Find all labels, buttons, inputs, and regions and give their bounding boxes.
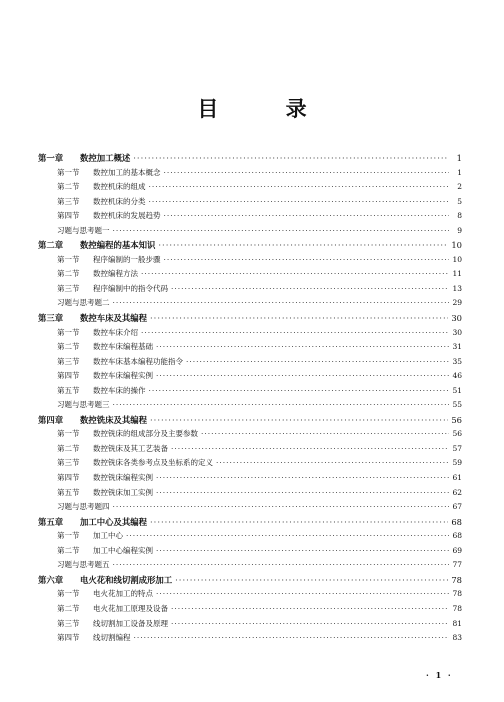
- toc-entry-section[interactable]: [38, 254, 462, 269]
- dot-leader: [141, 269, 449, 278]
- toc-entry-number: 第三节: [57, 618, 80, 628]
- toc-entry-page: 29: [452, 298, 462, 308]
- toc-entry-title: 习题与思考题一: [57, 225, 110, 235]
- toc-entry-page: 10: [452, 254, 462, 264]
- toc-entry-number: 第二节: [57, 443, 80, 453]
- dot-leader: [171, 284, 449, 293]
- toc-entry-section[interactable]: [38, 356, 462, 371]
- toc-entry-exercise[interactable]: [38, 297, 462, 312]
- toc-entry-page: 30: [452, 327, 462, 337]
- toc-entry-number: 第四章: [38, 414, 64, 425]
- toc-entry-page: 56: [452, 429, 462, 439]
- toc-entry-section[interactable]: [38, 268, 462, 283]
- dot-leader: [171, 444, 449, 453]
- toc-entry-page: 68: [452, 531, 462, 541]
- toc-entry-section[interactable]: [38, 472, 462, 487]
- toc-entry-number: 第五章: [38, 516, 64, 527]
- toc-entry-section[interactable]: [38, 530, 462, 545]
- dot-leader: [113, 226, 450, 235]
- toc-entry-title: 加工中心: [93, 531, 123, 541]
- page-title: 目 录: [197, 97, 337, 121]
- toc-entry-number: 第二节: [57, 342, 80, 352]
- toc-entry-title: 数控车床的操作: [93, 385, 146, 395]
- toc-entry-number: 第四节: [57, 371, 80, 381]
- dot-leader: [164, 211, 450, 220]
- toc-entry-number: 第三节: [57, 356, 80, 366]
- toc-entry-page: 59: [452, 458, 462, 468]
- toc-entry-number: 第一节: [57, 531, 80, 541]
- toc-entry-page: 1: [457, 167, 462, 177]
- toc-entry-title: 加工中心及其编程: [80, 516, 147, 527]
- toc-entry-page: 2: [457, 182, 462, 192]
- toc-entry-page: 9: [457, 225, 462, 235]
- toc-entry-page: 78: [452, 603, 462, 613]
- toc-entry-title: 程序编制中的指令代码: [93, 283, 168, 293]
- toc-entry-page: 51: [452, 385, 462, 395]
- toc-entry-section[interactable]: [38, 283, 462, 298]
- dot-leader: [126, 531, 449, 540]
- toc-entry-title: 数控机床的分类: [93, 196, 146, 206]
- toc-entry-page: 11: [452, 269, 462, 279]
- toc-entry-title: 程序编制的一般步骤: [93, 254, 161, 264]
- toc-entry-title: 数控铣床及其工艺装备: [93, 443, 168, 453]
- dot-leader: [158, 240, 448, 250]
- toc-entry-number: 第五节: [57, 385, 80, 395]
- toc-entry-number: 第一章: [38, 153, 64, 163]
- toc-entry-title: 数控车床及其编程: [80, 313, 147, 324]
- dot-leader: [113, 298, 450, 307]
- toc-entry-title: 加工中心编程实例: [93, 545, 153, 555]
- toc-entry-page: 61: [452, 473, 462, 483]
- toc-entry-number: 第四节: [57, 473, 80, 483]
- toc-entry-title: 数控加工概述: [80, 153, 131, 163]
- toc-entry-section[interactable]: [38, 210, 462, 225]
- toc-entry-section[interactable]: [38, 167, 462, 182]
- toc-entry-chapter[interactable]: [38, 239, 462, 254]
- dot-leader: [201, 429, 449, 438]
- toc-entry-chapter[interactable]: [38, 152, 462, 167]
- dot-leader: [156, 589, 449, 598]
- toc-entry-title: 习题与思考题四: [57, 502, 110, 512]
- toc-entry-section[interactable]: [38, 632, 462, 647]
- toc-entry-number: 第六章: [38, 574, 64, 585]
- toc-entry-page: 68: [451, 516, 462, 527]
- dot-leader: [149, 182, 450, 191]
- dot-leader: [133, 153, 449, 163]
- toc-entry-page: 78: [451, 574, 462, 585]
- toc-entry-page: 13: [452, 283, 462, 293]
- dot-leader: [150, 415, 448, 425]
- dot-leader: [171, 619, 449, 628]
- toc-entry-page: 10: [451, 240, 462, 251]
- toc-entry-title: 数控铣床编程实例: [93, 473, 153, 483]
- toc-entry-title: 数控机床的组成: [93, 182, 146, 192]
- toc-entry-chapter[interactable]: [38, 414, 462, 429]
- dot-leader: [149, 386, 450, 395]
- toc-entry-section[interactable]: [38, 341, 462, 356]
- toc-entry-page: 77: [452, 560, 462, 570]
- toc-entry-number: 第一节: [57, 589, 80, 599]
- toc-entry-number: 第二节: [57, 603, 80, 613]
- dot-leader: [150, 313, 448, 323]
- toc-entry-title: 数控车床基本编程功能指令: [93, 356, 183, 366]
- toc-entry-title: 数控编程的基本知识: [80, 240, 156, 251]
- toc-entry-number: 第三节: [57, 196, 80, 206]
- dot-leader: [149, 197, 450, 206]
- toc-entry-title: 数控车床介绍: [93, 327, 138, 337]
- toc-entry-number: 第三节: [57, 283, 80, 293]
- toc-entry-number: 第一节: [57, 327, 80, 337]
- toc-entry-title: 数控铣床各类参考点及坐标系的定义: [93, 458, 213, 468]
- page-number: · 1 ·: [426, 670, 453, 680]
- toc-entry-section[interactable]: [38, 545, 462, 560]
- toc-entry-number: 第五节: [57, 487, 80, 497]
- toc-entry-page: 62: [452, 487, 462, 497]
- toc-entry-title: 数控铣床加工实例: [93, 487, 153, 497]
- toc-entry-chapter[interactable]: [38, 516, 462, 531]
- toc-entry-page: 83: [452, 633, 462, 643]
- toc-entry-title: 线切割加工设备及原理: [93, 618, 168, 628]
- dot-leader: [113, 560, 450, 569]
- toc-entry-section[interactable]: [38, 428, 462, 443]
- toc-entry-section[interactable]: [38, 181, 462, 196]
- toc-entry-number: 第一节: [57, 254, 80, 264]
- toc-entry-number: 第三章: [38, 313, 64, 324]
- toc-entry-title: 习题与思考题二: [57, 298, 110, 308]
- toc-entry-title: 数控铣床及其编程: [80, 414, 147, 425]
- toc-entry-title: 习题与思考题三: [57, 400, 110, 410]
- dot-leader: [156, 342, 449, 351]
- toc-entry-page: 1: [456, 153, 462, 163]
- dot-leader: [164, 255, 450, 264]
- toc-entry-section[interactable]: [38, 618, 462, 633]
- toc-entry-page: 5: [457, 196, 462, 206]
- dot-leader: [156, 473, 449, 482]
- dot-leader: [171, 604, 449, 613]
- dot-leader: [175, 575, 448, 585]
- toc-entry-number: 第二节: [57, 545, 80, 555]
- dot-leader: [164, 168, 450, 177]
- toc-entry-number: 第一节: [57, 429, 80, 439]
- toc-entry-page: 55: [452, 400, 462, 410]
- toc-entry-title: 电火花加工原理及设备: [93, 603, 168, 613]
- toc-entry-page: 81: [452, 618, 462, 628]
- toc-entry-page: 57: [452, 443, 462, 453]
- toc-entry-number: 第四节: [57, 211, 80, 221]
- toc-entry-title: 数控车床编程基础: [93, 342, 153, 352]
- toc-entry-number: 第一节: [57, 167, 80, 177]
- toc-entry-title: 电火花加工的特点: [93, 589, 153, 599]
- toc-entry-page: 31: [452, 342, 462, 352]
- toc-entry-number: 第二章: [38, 240, 64, 251]
- toc-entry-chapter[interactable]: [38, 574, 462, 589]
- toc-entry-title: 数控编程方法: [93, 269, 138, 279]
- toc-entry-page: 78: [452, 589, 462, 599]
- dot-leader: [216, 458, 449, 467]
- toc-entry-section[interactable]: [38, 370, 462, 385]
- toc-entry-title: 数控车床编程实例: [93, 371, 153, 381]
- toc-entry-page: 67: [452, 502, 462, 512]
- toc-entry-title: 习题与思考题五: [57, 560, 110, 570]
- toc-entry-section[interactable]: [38, 603, 462, 618]
- dot-leader: [156, 371, 449, 380]
- toc-entry-title: 电火花和线切割成形加工: [80, 574, 173, 585]
- toc-entry-section[interactable]: [38, 487, 462, 502]
- toc-entry-exercise[interactable]: [38, 399, 462, 414]
- dot-leader: [186, 357, 449, 366]
- toc-entry-page: 69: [452, 545, 462, 555]
- toc-entry-page: 56: [451, 414, 462, 425]
- toc-entry-title: 数控铣床的组成部分及主要参数: [93, 429, 198, 439]
- toc-entry-section[interactable]: [38, 457, 462, 472]
- toc-entry-exercise[interactable]: [38, 559, 462, 574]
- toc-entry-section[interactable]: [38, 443, 462, 458]
- toc-entry-section[interactable]: [38, 588, 462, 603]
- toc-entry-number: 第二节: [57, 269, 80, 279]
- toc-entry-section[interactable]: [38, 385, 462, 400]
- toc-entry-exercise[interactable]: [38, 225, 462, 240]
- toc-entry-page: 46: [452, 371, 462, 381]
- toc-entry-page: 30: [451, 313, 462, 324]
- toc-entry-page: 35: [452, 356, 462, 366]
- dot-leader: [113, 502, 450, 511]
- toc-entry-section[interactable]: [38, 327, 462, 342]
- dot-leader: [150, 517, 448, 527]
- toc-entry-title: 线切割编程: [93, 633, 131, 643]
- table-of-contents: [38, 152, 462, 647]
- toc-entry-chapter[interactable]: [38, 312, 462, 327]
- toc-entry-title: 数控加工的基本概念: [93, 167, 161, 177]
- dot-leader: [134, 633, 450, 642]
- dot-leader: [113, 400, 450, 409]
- toc-entry-number: 第三节: [57, 458, 80, 468]
- toc-entry-number: 第二节: [57, 182, 80, 192]
- toc-entry-title: 数控机床的发展趋势: [93, 211, 161, 221]
- toc-entry-exercise[interactable]: [38, 501, 462, 516]
- dot-leader: [156, 546, 449, 555]
- dot-leader: [156, 488, 449, 497]
- dot-leader: [141, 328, 449, 337]
- toc-entry-section[interactable]: [38, 196, 462, 211]
- toc-entry-number: 第四节: [57, 633, 80, 643]
- toc-entry-page: 8: [457, 211, 462, 221]
